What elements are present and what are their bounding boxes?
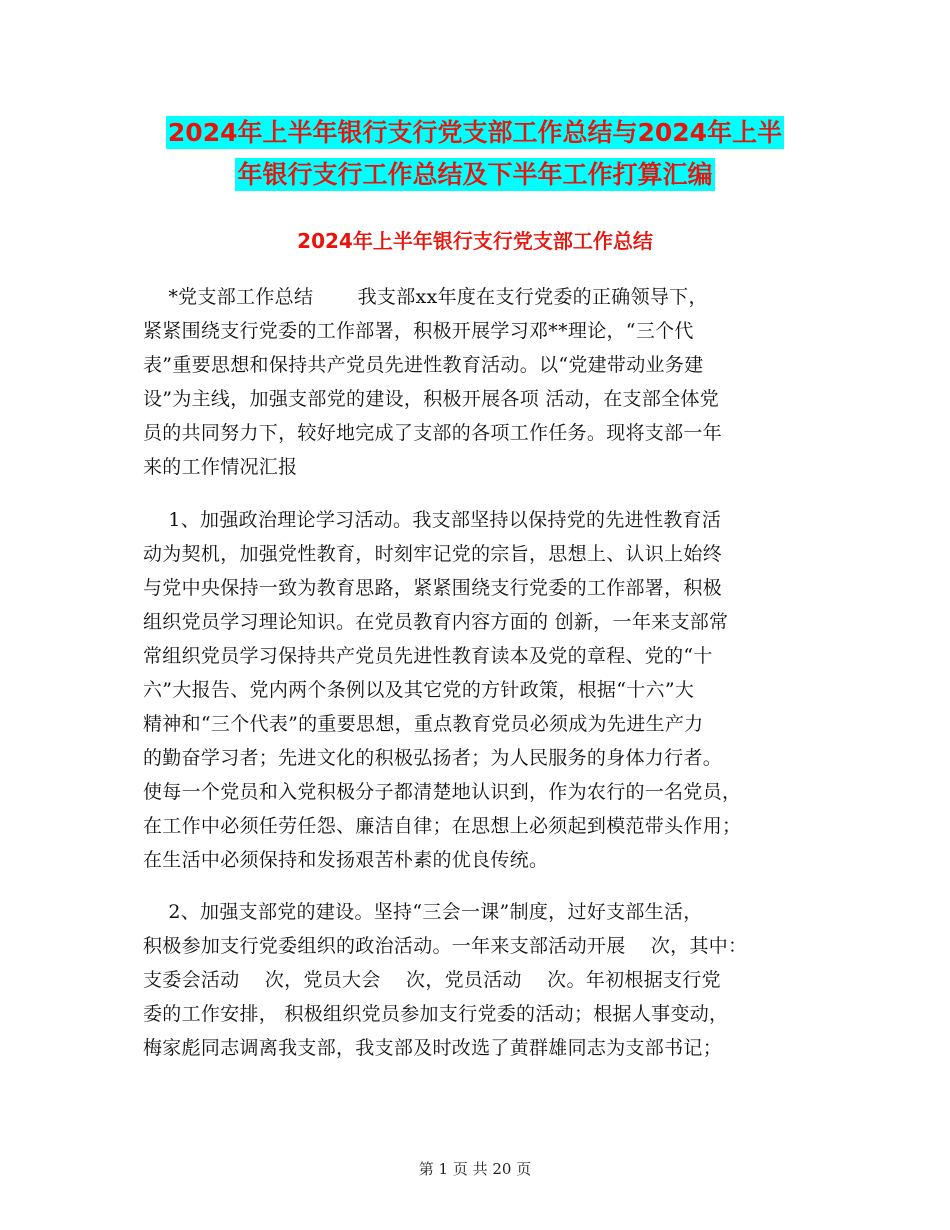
document-title-line-2 (0, 158, 950, 191)
body-line: 六”大报告、党内两个条例以及其它党的方针政策，根据“十六”大 (143, 679, 695, 701)
body-line: 紧紧围绕支行党委的工作部署，积极开展学习邓**理论，“三个代 (143, 320, 694, 342)
page-footer: 第 1 页 共 20 页 (418, 1160, 532, 1178)
section-title: 2024年上半年银行支行党支部工作总结 (297, 229, 653, 253)
body-line: 在生活中必须保持和发扬艰苦朴素的优良传统。 (143, 849, 549, 871)
body-line: 员的共同努力下，较好地完成了支部的各项工作任务。现将支部一年 (143, 422, 723, 444)
body-line: 设”为主线，加强支部党的建设，积极开展各项 活动，在支部全体党 (143, 388, 720, 410)
body-line: 组织党员学习理论知识。在党员教育内容方面的 创新，一年来支部常 (143, 611, 729, 633)
body-line: 梅家彪同志调离我支部，我支部及时改选了黄群雄同志为支部书记； (143, 1037, 723, 1059)
body-line: 委的工作安排， 积极组织党员参加支行党委的活动；根据人事变动， (143, 1003, 729, 1025)
body-line: 表”重要思想和保持共产党员先进性教育活动。以“党建带动业务建 (143, 354, 704, 376)
body-line: 精神和“三个代表”的重要思想，重点教育党员必须成为先进生产力 (143, 713, 704, 735)
body-line: 2、加强支部党的建设。坚持“三会一课”制度，过好支部生活， (143, 901, 703, 923)
body-line: 积极参加支行党委组织的政治活动。一年来支部活动开展 次，其中： (143, 935, 748, 957)
body-line: 来的工作情况汇报 (143, 456, 298, 478)
body-line: *党支部工作总结 我支部xx年度在支行党委的正确领导下， (143, 286, 708, 308)
body-line: 与党中央保持一致为教育思路，紧紧围绕支行党委的工作部署，积极 (143, 577, 723, 599)
document-title-line-1 (0, 116, 950, 149)
title-highlight-2: 年银行支行工作总结及下半年工作打算汇编 (237, 160, 713, 189)
title-highlight-1: 2024年上半年银行支行党支部工作总结与2024年上半 (167, 118, 783, 147)
body-line: 1、加强政治理论学习活动。我支部坚持以保持党的先进性教育活 (143, 509, 722, 531)
body-line: 的勤奋学习者；先进文化的积极弘扬者；为人民服务的身体力行者。 (143, 747, 723, 769)
body-line: 在工作中必须任劳任怨、廉洁自律；在思想上必须起到模范带头作用； (143, 815, 742, 837)
body-line: 动为契机，加强党性教育，时刻牢记党的宗旨，思想上、认识上始终 (143, 543, 723, 565)
body-line: 常组织党员学习保持共产党员先进性教育读本及党的章程、党的“十 (143, 645, 713, 667)
body-line: 支委会活动 次，党员大会 次，党员活动 次。年初根据支行党 (143, 969, 721, 991)
body-line: 使每一个党员和入党积极分子都清楚地认识到，作为农行的一名党员， (143, 781, 742, 803)
